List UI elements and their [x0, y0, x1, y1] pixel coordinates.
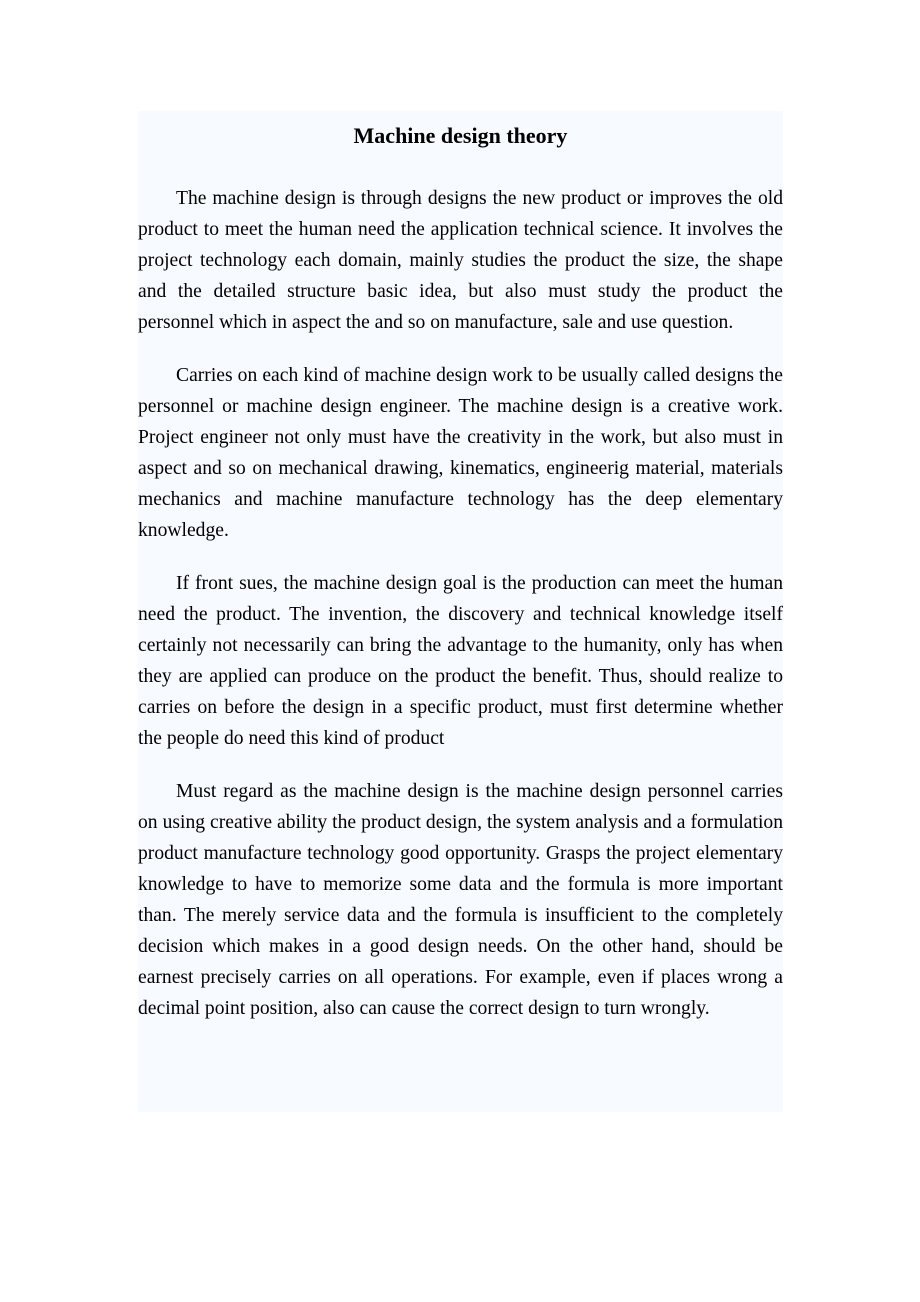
- document-body: [138, 111, 783, 1112]
- paragraph-4: Must regard as the machine design is the machine design personnel carries on using creative ability the product design, the system analysis and a formulation product manufacture technology good opportunity. Grasps the project elementary knowledge to have to memorize some data and the formula is more important than. The merely service data and the formula is insufficient to the completely decision which makes in a good design needs. On the other hand, should be earnest precisely carries on all operations. For example, even if places wrong a decimal point position, also can cause the correct design to turn wrongly.: [138, 781, 783, 1019]
- page-title: Machine design theory: [353, 123, 568, 148]
- paragraph-3: If front sues, the machine design goal is the production can meet the human need the product. The invention, the discovery and technical knowledge itself certainly not necessarily can bring the advantage to the humanity, only has when they are applied can produce on the product the benefit. Thus, should realize to carries on before the design in a specific product, must first determine whether the people do need this kind of product: [138, 573, 783, 749]
- paragraph-2: Carries on each kind of machine design work to be usually called designs the personnel or machine design engineer. The machine design is a creative work. Project engineer not only must have the creativity in the work, but also must in aspect and so on mechanical drawing, kinematics, engineerig material, materials mechanics and machine manufacture technology has the deep elementary knowledge.: [138, 365, 783, 541]
- paragraph-1: The machine design is through designs the new product or improves the old product to meet the human need the application technical science. It involves the project technology each domain, mainly studies the product the size, the shape and the detailed structure basic idea, but also must study the product the personnel which in aspect the and so on manufacture, sale and use question.: [138, 188, 783, 333]
